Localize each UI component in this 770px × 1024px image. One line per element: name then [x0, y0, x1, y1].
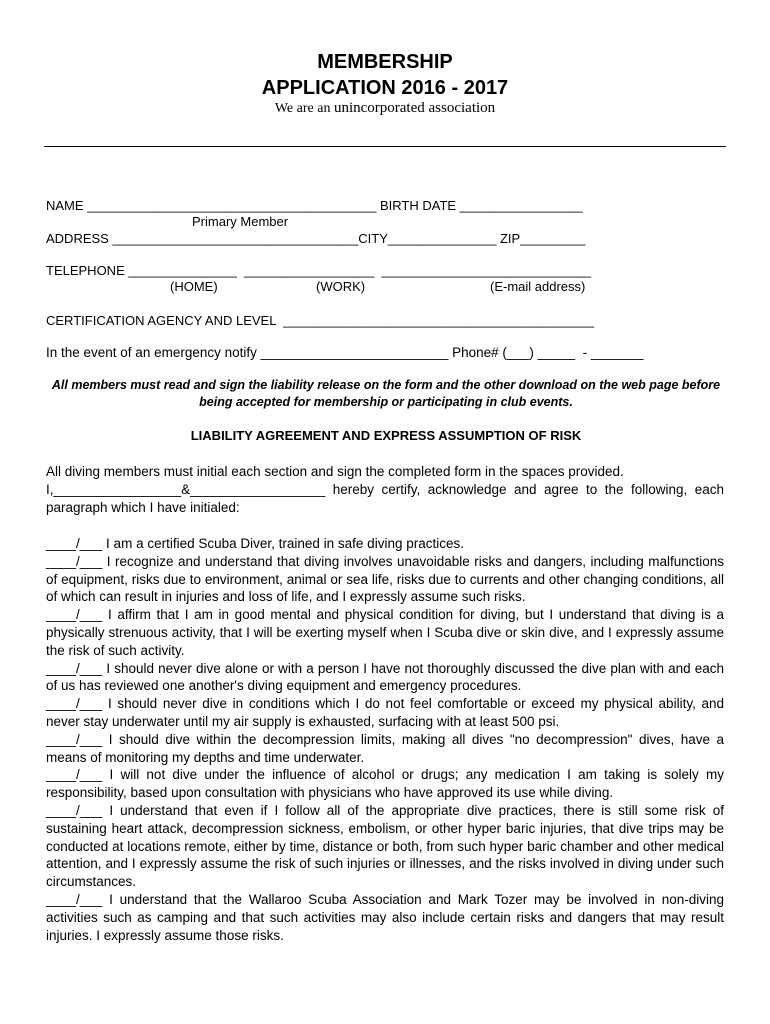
agreement-item[interactable]: ____/___ I will not dive under the influence of alcohol or drugs; any medication I am taking is solely my responsibility, based upon consultation with physicians who have approved its use while diving. — [46, 767, 724, 801]
work-label: (WORK) — [316, 279, 366, 294]
agreement-item[interactable]: ____/___ I understand that the Wallaroo Scuba Association and Mark Tozer may be involved in non-diving activities such as camping and that such activities may also include certain risks and dangers that may result injuries. I expressly assume those risks. — [46, 891, 724, 943]
membership-notice: All members must read and sign the liability release on the form and the other download on the web page before being accepted for membership or participating in club events. — [51, 378, 721, 409]
telephone-line[interactable]: TELEPHONE _______________ __________________ _____________________________ — [46, 263, 592, 278]
liability-heading: LIABILITY AGREEMENT AND EXPRESS ASSUMPTION OF RISK — [190, 428, 582, 443]
subtitle — [0, 100, 770, 117]
intro-line-2: I,_________________&__________________ hereby certify, acknowledge and agree to the following, each paragraph which I have initialed: — [46, 481, 724, 515]
title-line-2: APPLICATION 2016 - 2017 — [261, 77, 509, 99]
subtitle-part-1: We are an — [274, 101, 334, 116]
agreement-items — [46, 535, 724, 944]
agreement-item[interactable]: ____/___ I should never dive alone or with a person I have not thoroughly discussed the dive plan with and each of us has reviewed one another's diving equipment and emergency procedures. — [46, 660, 724, 694]
agreement-item[interactable]: ____/___ I am a certified Scuba Diver, trained in safe diving practices. — [46, 536, 464, 551]
agreement-item[interactable]: ____/___ I recognize and understand that diving involves unavoidable risks and dangers, including malfunctions of equipment, risks due to environment, animal or sea life, risks due to currents and other changing conditions, all of which can result in injuries and loss of life, and I expressly assume such risks. — [46, 553, 724, 605]
agreement-intro — [46, 463, 724, 516]
email-label: (E-mail address) — [490, 279, 586, 294]
agreement-item[interactable]: ____/___ I affirm that I am in good mental and physical condition for diving, but I understand that diving is a physically strenuous activity, that I will be exerting myself when I Scuba dive or skin dive, and I expressly assume the risk of such activity. — [46, 607, 724, 658]
intro-line-1: All diving members must initial each section and sign the completed form in the spaces provided. — [46, 464, 624, 479]
subtitle-part-2: unincorporated association — [333, 100, 496, 116]
title-line-1: MEMBERSHIP — [317, 51, 453, 73]
certification-line[interactable]: CERTIFICATION AGENCY AND LEVEL ___________________________________________ — [46, 313, 595, 328]
name-birthdate-line[interactable]: NAME ________________________________________ BIRTH DATE _________________ — [46, 198, 583, 213]
agreement-item[interactable]: ____/___ I understand that even if I follow all of the appropriate dive practices, there is still some risk of sustaining heart attack, decompression sickness, embolism, or other hyper baric injuries, that dive trips may be conducted at locations remote, either by time, distance or both, from such hyper baric chamber and other medical attention, and I expressly assume the risk of such injuries or illnesses, and the risks involved in diving under such circumstances. — [46, 802, 724, 890]
emergency-contact-line[interactable]: In the event of an emergency notify _________________________ Phone# (___) _____ - _______ — [46, 345, 644, 360]
home-label: (HOME) — [170, 279, 218, 294]
primary-member-label: Primary Member — [192, 214, 289, 229]
agreement-item[interactable]: ____/___ I should never dive in conditions which I do not feel comfortable or exceed my physical ability, and never stay underwater until my air supply is exhausted, surfacing with at least 500 psi. — [46, 696, 724, 729]
agreement-item[interactable]: ____/___ I should dive within the decompression limits, making all dives "no decompression" dives, have a means of monitoring my depths and time underwater. — [46, 731, 724, 765]
address-city-zip-line[interactable]: ADDRESS __________________________________CITY_______________ ZIP_________ — [46, 231, 586, 246]
header-divider — [44, 146, 726, 147]
